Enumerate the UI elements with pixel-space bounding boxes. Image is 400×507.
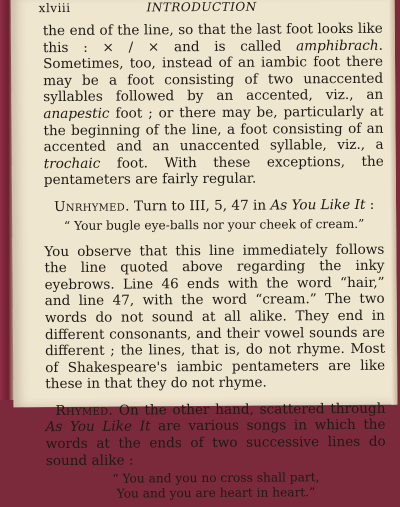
quotation-rhymed-line-2: You and you are heart in heart.” (116, 485, 316, 501)
page-number: xlviii (38, 0, 71, 16)
running-title: INTRODUCTION (146, 0, 257, 15)
term-amphibrach: amphibrach (296, 37, 379, 54)
page-header (39, 0, 365, 15)
play-title: As You Like It (45, 418, 151, 436)
paragraph-unrhymed: Unrhymed. Turn to III, 5, 47 in As You Like It : (53, 196, 375, 215)
play-title: As You Like It (270, 196, 366, 214)
quotation-rhymed-line-1: “ You and you no cross shall part, (112, 470, 320, 486)
term-trochaic: trochaic (43, 155, 101, 172)
paragraph-meter: the end of the line, so that the last foot looks like this : × / × and is called amphibrach. Sometimes, too, instead of an iambic foot there may be a foot consisting of two unaccented syllables followed by an accented, viz., an anapestic foot ; or there may be, particularly at the beginning of the line, a foot consisting of an accented and an unaccented syllable, viz., a trochaic foot. With these exceptions, the pentameters are fairly regular. (42, 20, 384, 189)
quotation-unrhymed: “ Your bugle eye-balls nor your cheek of cream.” (63, 216, 365, 233)
paragraph-rhyme-explanation: You observe that this line immediately follows the line quoted above regarding the inky eyebrows. Line 46 ends with the word “hair,” and line 47, with the word “cream.” The two words do not sound at all alike. They end in different consonants, and their vowel sounds are different ; the lines, that is, do not rhyme. Most of Shakespeare's iambic pentameters are like these in that they do not rhyme. (44, 241, 386, 393)
section-heading-unrhymed: Unrhymed. (53, 198, 130, 215)
paragraph-rhymed: Rhymed. On the other hand, scattered through As You Like It are various songs in which the words at the ends of two successive lines do sound alike : (45, 400, 386, 469)
page-body (43, 21, 386, 507)
page-edge (389, 0, 398, 405)
book-page (11, 0, 398, 501)
term-anapestic: anapestic (43, 105, 110, 123)
section-heading-rhymed: Rhymed. (55, 402, 114, 419)
